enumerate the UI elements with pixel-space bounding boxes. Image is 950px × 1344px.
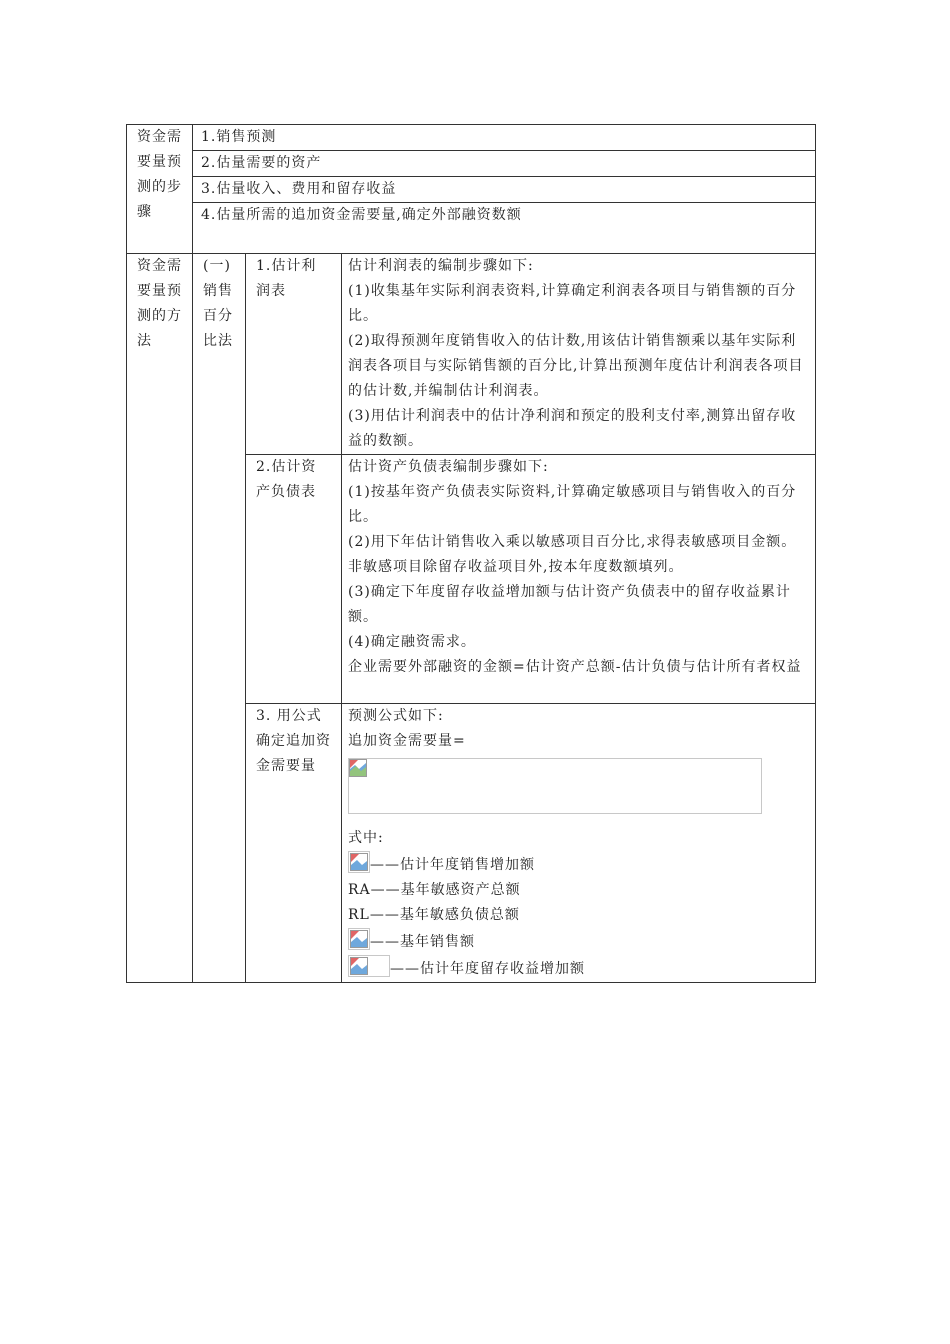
method-row-1 xyxy=(127,254,816,455)
definition-text: ——估计年度销售增加额 xyxy=(370,857,535,873)
fund-forecast-table xyxy=(126,124,816,983)
sub3-intro: 预测公式如下: xyxy=(348,708,444,724)
sub3-title: 3. 用公式确定追加资金需要量 xyxy=(246,704,342,983)
sub2-item: 企业需要外部融资的金额=估计资产总额-估计负债与估计所有者权益 xyxy=(348,659,802,675)
broken-image-icon xyxy=(350,853,368,871)
definition-text: ——基年敏感负债总额 xyxy=(369,907,520,923)
where-label: 式中: xyxy=(348,830,384,846)
definition-line xyxy=(348,878,809,903)
formula-image-placeholder xyxy=(348,758,762,814)
symbol-image-placeholder xyxy=(348,928,370,950)
steps-row-4 xyxy=(127,203,816,254)
definition-line xyxy=(348,903,809,928)
definition-text: ——基年敏感资产总额 xyxy=(370,882,521,898)
sub1-item: (3)用估计利润表中的估计净利润和预定的股利支付率,测算出留存收益的数额。 xyxy=(348,408,797,449)
sub2-item: (3)确定下年度留存收益增加额与估计资产负债表中的留存收益累计额。 xyxy=(348,584,791,625)
sub1-intro: 估计利润表的编制步骤如下: xyxy=(348,258,534,274)
broken-image-icon xyxy=(350,957,368,975)
broken-image-icon xyxy=(349,759,367,777)
step-item: 1.销售预测 xyxy=(193,125,816,151)
step-item: 3.估量收入、费用和留存收益 xyxy=(193,177,816,203)
broken-image-icon xyxy=(350,930,368,948)
steps-heading: 资金需要量预测的步骤 xyxy=(127,125,193,254)
sub1-item: (1)收集基年实际利润表资料,计算确定利润表各项目与销售额的百分比。 xyxy=(348,283,797,324)
sub1-title: 1.估计利润表 xyxy=(246,254,342,455)
definition-text: ——估计年度留存收益增加额 xyxy=(390,961,585,977)
sub2-content xyxy=(342,455,816,704)
method-name: (一)销售百分比法 xyxy=(193,254,246,983)
sub1-content xyxy=(342,254,816,455)
document-page xyxy=(126,124,816,983)
steps-row-3 xyxy=(127,177,816,203)
sub1-item: (2)取得预测年度销售收入的估计数,用该估计销售额乘以基年实际利润表各项目与实际销售额的百分比,计算出预测年度估计利润表各项目的估计数,并编制估计利润表。 xyxy=(348,333,804,399)
definition-symbol: RL xyxy=(348,907,370,923)
definition-symbol: RA xyxy=(348,882,371,898)
sub3-content xyxy=(342,704,816,983)
methods-heading: 资金需要量预测的方法 xyxy=(127,254,193,983)
steps-row-2 xyxy=(127,151,816,177)
step-item: 2.估量需要的资产 xyxy=(193,151,816,177)
definition-line xyxy=(348,928,809,955)
sub2-item: (2)用下年估计销售收入乘以敏感项目百分比,求得表敏感项目金额。非敏感项目除留存收益项目外,按本年度数额填列。 xyxy=(348,534,797,575)
steps-row-1 xyxy=(127,125,816,151)
sub2-item: (4)确定融资需求。 xyxy=(348,634,476,650)
symbol-image-placeholder xyxy=(348,955,390,977)
sub2-intro: 估计资产负债表编制步骤如下: xyxy=(348,459,549,475)
formula-label: 追加资金需要量= xyxy=(348,733,466,749)
sub2-title: 2.估计资产负债表 xyxy=(246,455,342,704)
definition-line xyxy=(348,955,809,982)
step-item: 4.估量所需的追加资金需要量,确定外部融资数额 xyxy=(193,203,816,254)
symbol-image-placeholder xyxy=(348,851,370,873)
sub2-item: (1)按基年资产负债表实际资料,计算确定敏感项目与销售收入的百分比。 xyxy=(348,484,797,525)
definition-text: ——基年销售额 xyxy=(370,934,475,950)
definition-line xyxy=(348,851,809,878)
